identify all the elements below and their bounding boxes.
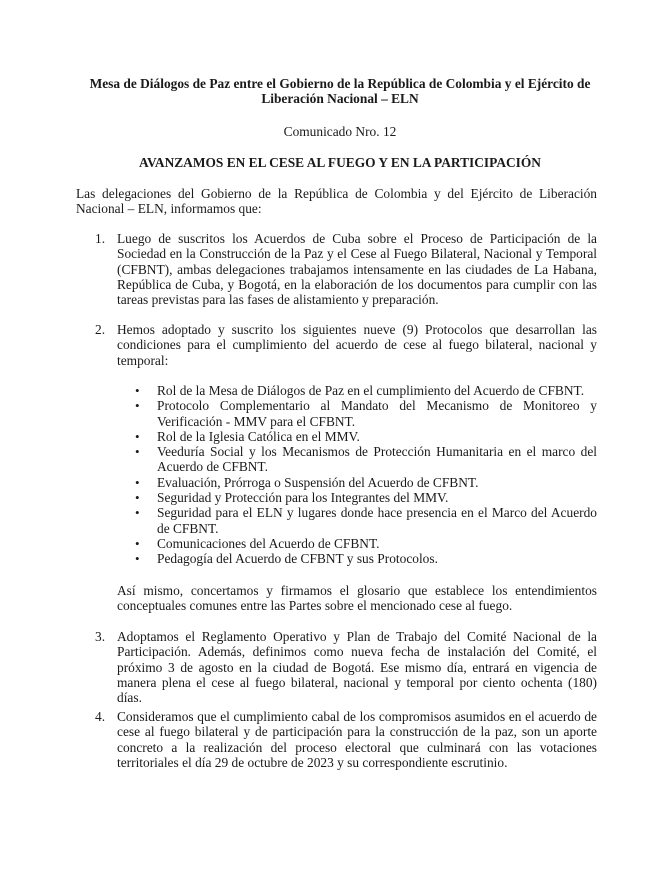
- bullet-icon: •: [135, 383, 140, 398]
- list-number: 3.: [95, 629, 106, 644]
- list-item-text: Adoptamos el Reglamento Operativo y Plan de Trabajo del Comité Nacional de la Participación. Además, definimos como nueva fecha de instalación del Comité, el próximo 3 de agosto en la ciudad de Bogotá. Ese mismo día, entrará en vigencia de manera plena el cese al fuego bilateral, nacional y temporal por ciento ochenta (180) días.: [117, 629, 597, 706]
- protocol-item: • Rol de la Mesa de Diálogos de Paz en el cumplimiento del Acuerdo de CFBNT.: [135, 383, 585, 398]
- communique-heading: AVANZAMOS EN EL CESE AL FUEGO Y EN LA PARTICIPACIÓN: [139, 155, 541, 170]
- list-item-4: [95, 709, 597, 770]
- list-item-text: Hemos adoptado y suscrito los siguientes nueve (9) Protocolos que desarrollan las condiciones para el cumplimiento del acuerdo de cese al fuego bilateral, nacional y temporal:: [117, 322, 597, 368]
- bullet-icon: •: [135, 398, 140, 414]
- intro-paragraph: Las delegaciones del Gobierno de la República de Colombia y del Ejército de Liberación Nacional – ELN, informamos que:: [76, 186, 597, 217]
- list-item-3: [95, 629, 597, 705]
- bullet-icon: •: [135, 474, 140, 490]
- bullet-icon: •: [135, 551, 140, 567]
- bullet-icon: •: [135, 535, 140, 551]
- protocol-item: • Comunicaciones del Acuerdo de CFBNT.: [135, 535, 380, 551]
- protocol-item: • Pedagogía del Acuerdo de CFBNT y sus Protocolos.: [135, 551, 438, 567]
- protocol-item: • Rol de la Iglesia Católica en el MMV.: [135, 428, 360, 444]
- protocol-item: • Veeduría Social y los Mecanismos de Protección Humanitaria en el marco del Acuerdo de CFBNT.: [135, 444, 597, 475]
- glossary-paragraph: Así mismo, concertamos y firmamos el glosario que establece los entendimientos conceptuales comunes entre las Partes sobre el mencionado cese al fuego.: [117, 583, 597, 614]
- protocol-item: • Evaluación, Prórroga o Suspensión del Acuerdo de CFBNT.: [135, 474, 479, 490]
- list-item-text: Consideramos que el cumplimiento cabal de los compromisos asumidos en el acuerdo de cese al fuego bilateral y de participación para la construcción de la paz, son un aporte concreto a la realización del proceso electoral que culminará con las votaciones territoriales el día 29 de octubre de 2023 y su correspondiente escrutinio.: [117, 709, 597, 770]
- list-number: 4.: [95, 709, 106, 724]
- protocol-item: • Seguridad y Protección para los Integrantes del MMV.: [135, 490, 449, 506]
- protocols-list: [135, 383, 597, 567]
- bullet-icon: •: [135, 505, 140, 521]
- list-number: 2.: [95, 322, 106, 337]
- protocol-item: • Protocolo Complementario al Mandato del Mecanismo de Monitoreo y Verificación - MMV para el CFBNT.: [135, 398, 597, 429]
- list-item-2: [95, 322, 597, 368]
- list-number: 1.: [95, 231, 106, 246]
- communique-number: Comunicado Nro. 12: [283, 124, 397, 139]
- list-item-1: [95, 231, 597, 307]
- protocol-item: • Seguridad para el ELN y lugares donde hace presencia en el Marco del Acuerdo de CFBNT.: [135, 505, 597, 536]
- bullet-icon: •: [135, 444, 140, 460]
- list-item-text: Luego de suscritos los Acuerdos de Cuba sobre el Proceso de Participación de la Sociedad en la Construcción de la Paz y el Cese al Fuego Bilateral, Nacional y Temporal (CFBNT), ambas delegaciones trabajamos intensamente en las ciudades de La Habana, República de Cuba, y Bogotá, en la elaboración de los documentos para cumplir con las tareas previstas para las fases de alistamiento y preparación.: [117, 231, 597, 308]
- bullet-icon: •: [135, 428, 140, 444]
- document-title: Mesa de Diálogos de Paz entre el Gobierno de la República de Colombia y el Ejército de Liberación Nacional – ELN: [89, 76, 591, 107]
- bullet-icon: •: [135, 490, 140, 506]
